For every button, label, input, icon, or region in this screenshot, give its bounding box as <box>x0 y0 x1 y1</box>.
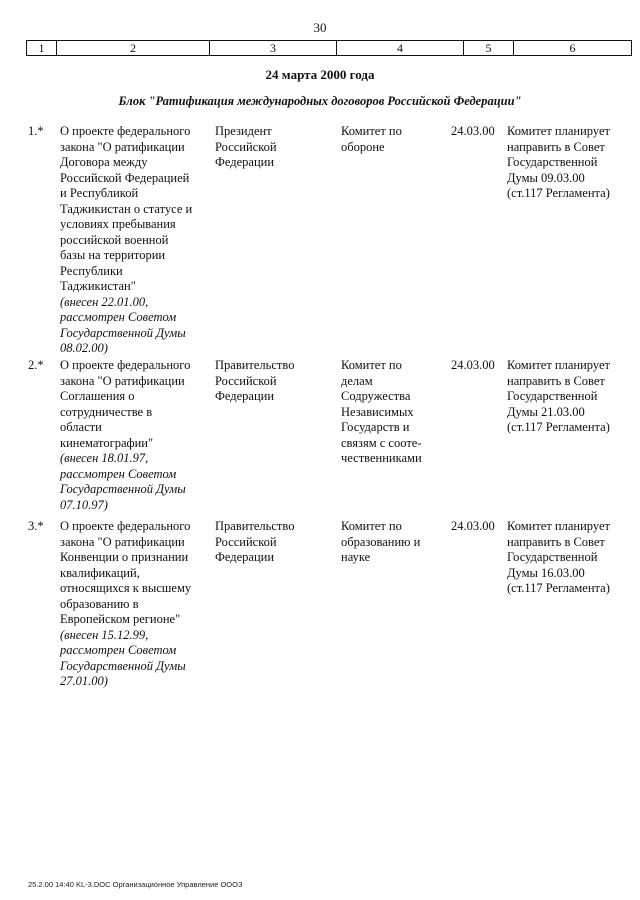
description-line: Конвенции о признании <box>60 550 189 564</box>
plan-line: направить в Совет <box>507 534 605 549</box>
entry-committee <box>341 358 441 467</box>
entry-date: 24.03.00 <box>451 519 495 533</box>
note-line: (внесен 18.01.97, <box>60 451 149 465</box>
author-line: Президент <box>215 124 272 138</box>
description-line: относящихся к высшему <box>60 581 192 595</box>
description-line: условиях пребывания <box>60 217 176 231</box>
committee-line: Государств и <box>341 420 410 434</box>
description-line: закона "О ратификации <box>60 139 185 154</box>
description-line: закона "О ратификации <box>60 534 185 549</box>
description-line: и Республикой <box>60 186 139 200</box>
plan-line: Думы 16.03.00 <box>507 565 585 580</box>
note-line: Государственной Думы <box>60 658 186 673</box>
description-line: Российской Федерацией <box>60 170 190 185</box>
description-line: Таджикистан о статусе и <box>60 201 193 216</box>
entry-date: 24.03.00 <box>451 358 495 372</box>
description-line: Европейском регионе" <box>60 612 181 626</box>
description-line: российской военной <box>60 232 169 247</box>
entry-date: 24.03.00 <box>451 124 495 138</box>
committee-line: связям с сооте- <box>341 435 422 450</box>
note-line: рассмотрен Советом <box>60 643 177 657</box>
entry-author <box>215 358 333 405</box>
author-line: Правительство <box>215 519 295 533</box>
note-line: Государственной Думы <box>60 325 186 340</box>
plan-line: (ст.117 Регламента) <box>507 186 610 200</box>
author-line: Российской <box>215 139 277 154</box>
committee-line: Комитет по <box>341 519 402 533</box>
committee-line: Независимых <box>341 404 414 419</box>
entry-plan <box>507 519 632 597</box>
committee-line: науке <box>341 550 371 564</box>
column-header-row <box>26 40 632 56</box>
entry-number: 1.* <box>28 124 44 138</box>
plan-line: (ст.117 Регламента) <box>507 581 610 595</box>
description-line: образованию в <box>60 596 139 611</box>
description-line: О проекте федерального <box>60 358 191 372</box>
plan-line: (ст.117 Регламента) <box>507 420 610 434</box>
entry-author <box>215 519 333 566</box>
description-line: Республики <box>60 263 123 278</box>
plan-line: Комитет планирует <box>507 519 610 533</box>
entry-committee <box>341 519 441 566</box>
note-line: Государственной Думы <box>60 482 186 496</box>
description-line: Соглашения о <box>60 389 135 403</box>
entry-note <box>60 295 208 357</box>
description-line: Договора между <box>60 155 148 169</box>
block-title: Блок "Ратификация международных договоров Российской Федерации" <box>118 94 522 108</box>
note-line: рассмотрен Советом <box>60 310 177 324</box>
plan-line: Комитет планирует <box>507 124 610 138</box>
description-line: О проекте федерального <box>60 124 191 138</box>
entry-number: 3.* <box>28 519 44 533</box>
entry-description <box>60 124 208 357</box>
document-footer: 25.2.00 14:40 KL-3.DOC Организационное Управление ОООЗ <box>28 880 243 889</box>
note-line: 27.01.00) <box>60 674 108 688</box>
committee-line: чественниками <box>341 451 422 465</box>
column-header: 2 <box>57 41 210 55</box>
plan-line: направить в Совет <box>507 373 605 388</box>
description-line: Таджикистан" <box>60 279 136 293</box>
entry-number: 2.* <box>28 358 44 372</box>
entry-author <box>215 124 333 171</box>
entry-note <box>60 451 208 513</box>
column-header: 1 <box>27 41 57 55</box>
plan-line: Государственной <box>507 155 598 169</box>
entry-description <box>60 358 208 513</box>
description-line: области <box>60 420 102 434</box>
author-line: Российской <box>215 534 277 549</box>
committee-line: образованию и <box>341 534 421 549</box>
author-line: Российской <box>215 373 277 388</box>
column-header: 6 <box>569 41 576 55</box>
author-line: Федерации <box>215 155 275 169</box>
column-header: 4 <box>337 41 464 55</box>
description-line: сотрудничестве в <box>60 404 153 419</box>
committee-line: Комитет по <box>341 358 402 372</box>
page-number: 30 <box>313 20 327 35</box>
column-header: 5 <box>464 41 514 55</box>
description-line: О проекте федерального <box>60 519 191 533</box>
entry-plan <box>507 358 632 436</box>
note-line: (внесен 15.12.99, <box>60 627 149 642</box>
plan-line: Комитет планирует <box>507 358 610 372</box>
plan-line: Думы 09.03.00 <box>507 170 585 185</box>
note-line: 08.02.00) <box>60 341 108 355</box>
date-title: 24 марта 2000 года <box>265 67 375 82</box>
plan-line: направить в Совет <box>507 139 605 154</box>
committee-line: Комитет по <box>341 124 402 138</box>
note-line: (внесен 22.01.00, <box>60 294 149 309</box>
plan-line: Государственной <box>507 389 598 403</box>
author-line: Правительство <box>215 358 295 372</box>
entry-description <box>60 519 208 690</box>
plan-line: Думы 21.03.00 <box>507 404 585 419</box>
committee-line: Содружества <box>341 389 411 403</box>
column-header: 3 <box>210 41 337 55</box>
note-line: 07.10.97) <box>60 497 108 512</box>
plan-line: Государственной <box>507 550 598 564</box>
author-line: Федерации <box>215 389 275 403</box>
description-line: кинематографии" <box>60 435 154 450</box>
description-line: квалификаций, <box>60 565 140 580</box>
description-line: базы на территории <box>60 248 166 262</box>
entry-note <box>60 628 208 690</box>
committee-line: делам <box>341 373 373 388</box>
entry-committee <box>341 124 441 155</box>
note-line: рассмотрен Советом <box>60 466 177 481</box>
entry-plan <box>507 124 632 202</box>
description-line: закона "О ратификации <box>60 373 185 388</box>
committee-line: обороне <box>341 139 385 154</box>
author-line: Федерации <box>215 550 275 564</box>
